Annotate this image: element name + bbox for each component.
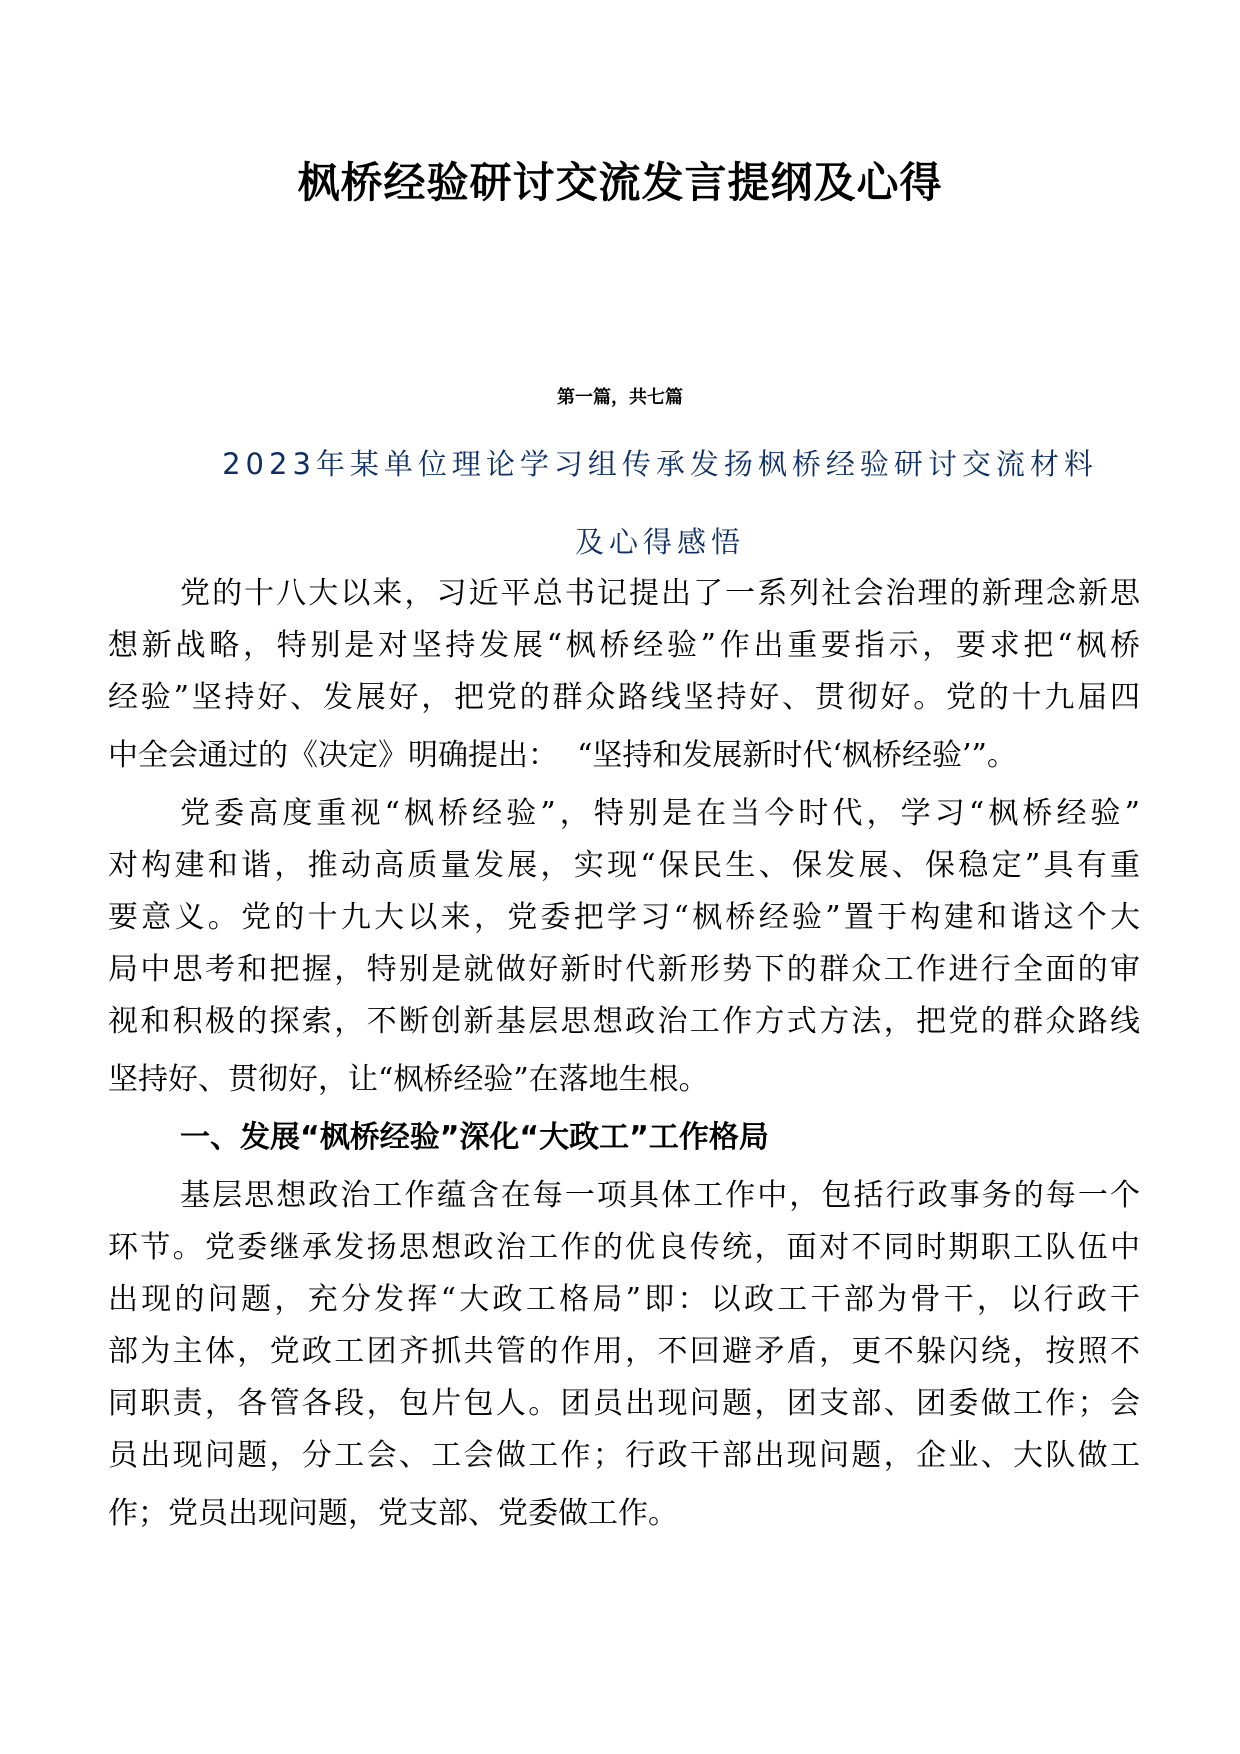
paragraph-3-line: 作；党员出现问题，党支部、党委做工作。: [108, 1496, 678, 1531]
section-heading-1: 一、发展“枫桥经验”深化“大政工”工作格局: [180, 1120, 769, 1155]
document-title: 枫桥经验研讨交流发言提纲及心得: [297, 158, 943, 207]
paragraph-2-line: 视和积极的探索，不断创新基层思想政治工作方式方法，把党的群众路线: [108, 1004, 1140, 1039]
article-title-line-2: 及心得感悟: [574, 525, 745, 559]
paragraph-3-line: 环节。党委继承发扬思想政治工作的优良传统，面对不同时期职工队伍中: [108, 1230, 1140, 1265]
paragraph-2-line: 局中思考和把握，特别是就做好新时代新形势下的群众工作进行全面的审: [108, 952, 1140, 987]
paragraph-3-line: 部为主体，党政工团齐抓共管的作用，不回避矛盾，更不躲闪绕，按照不: [108, 1334, 1140, 1369]
paragraph-1-line: 党的十八大以来，习近平总书记提出了一系列社会治理的新理念新思: [180, 576, 1140, 611]
paragraph-1-line: 想新战略，特别是对坚持发展“枫桥经验”作出重要指示，要求把“枫桥: [108, 628, 1140, 663]
paragraph-2-line: 坚持好、贯彻好，让“枫桥经验”在落地生根。: [108, 1062, 709, 1097]
article-title-line-1: 2023年某单位理论学习组传承发扬枫桥经验研讨交流材料: [222, 447, 1098, 481]
paragraph-3-line: 同职责，各管各段，包片包人。团员出现问题，团支部、团委做工作；会: [108, 1386, 1140, 1421]
paragraph-2-line: 对构建和谐，推动高质量发展，实现“保民生、保发展、保稳定”具有重: [108, 848, 1140, 883]
paragraph-2-line: 党委高度重视“枫桥经验”，特别是在当今时代，学习“枫桥经验”: [180, 796, 1140, 831]
article-title: [180, 425, 1140, 581]
paragraph-2-line: 要意义。党的十九大以来，党委把学习“枫桥经验”置于构建和谐这个大: [108, 900, 1140, 935]
paragraph-3-line: 员出现问题，分工会、工会做工作；行政干部出现问题，企业、大队做工: [108, 1438, 1140, 1473]
article-count-label: 第一篇，共七篇: [557, 387, 683, 408]
paragraph-1-line: 中全会通过的《决定》明确提出： “坚持和发展新时代‘枫桥经验’”。: [108, 738, 1017, 773]
paragraph-1-line: 经验”坚持好、发展好，把党的群众路线坚持好、贯彻好。党的十九届四: [108, 680, 1140, 715]
paragraph-3-line: 基层思想政治工作蕴含在每一项具体工作中，包括行政事务的每一个: [180, 1178, 1140, 1213]
paragraph-3-line: 出现的问题，充分发挥“大政工格局”即：以政工干部为骨干，以行政干: [108, 1282, 1140, 1317]
article-body: [108, 568, 1140, 1540]
